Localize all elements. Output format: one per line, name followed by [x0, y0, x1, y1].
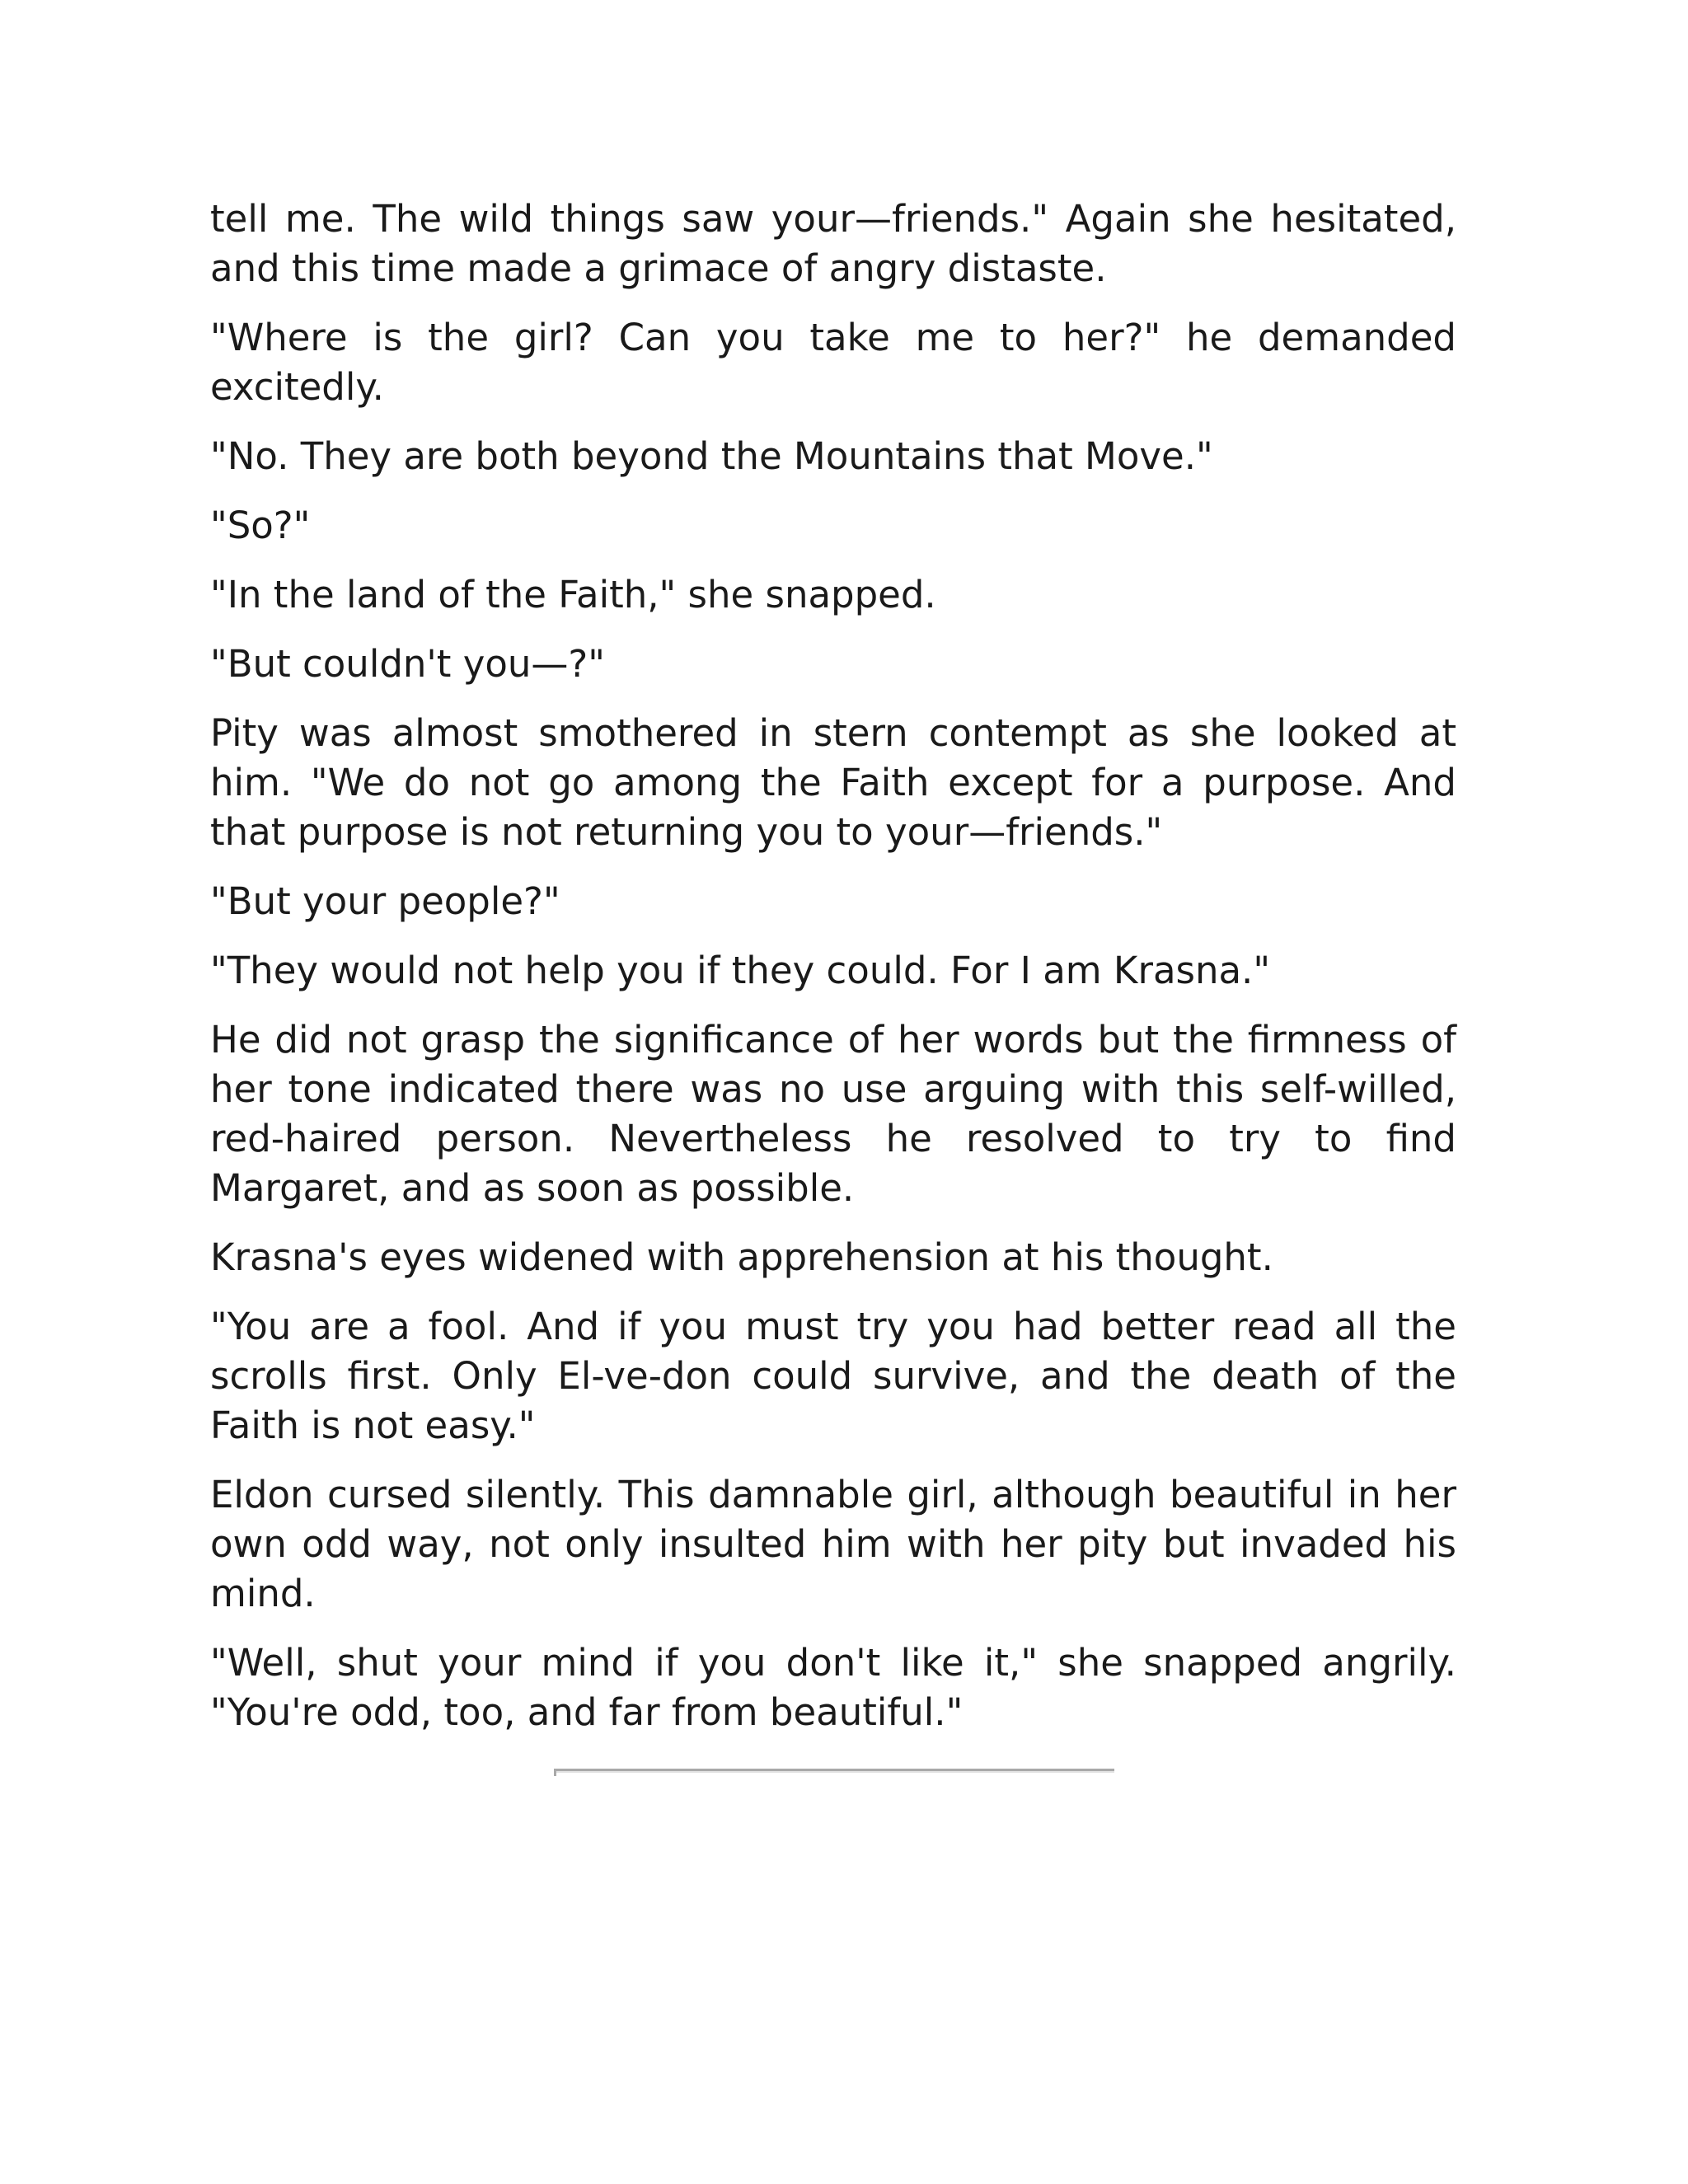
paragraph: tell me. The wild things saw your—friends." Again she hesitated, and this time made a grimace of angry distaste. — [210, 197, 1456, 290]
section-divider-cap — [554, 1769, 556, 1776]
paragraph: "You are a fool. And if you must try you had better read all the scrolls first. Only El-ve-don could survive, and the death of the Faith is not easy." — [210, 1305, 1456, 1447]
paragraph: Eldon cursed silently. This damnable girl, although beautiful in her own odd way, not only insulted him with her pity but invaded his mind. — [210, 1473, 1456, 1615]
paragraph: Krasna's eyes widened with apprehension at his thought. — [210, 1235, 1273, 1279]
paragraph: "No. They are both beyond the Mountains that Move." — [210, 434, 1213, 478]
paragraph: "Well, shut your mind if you don't like it," she snapped angrily. "You're odd, too, and far from beautiful." — [210, 1641, 1456, 1734]
paragraph: "But couldn't you—?" — [210, 642, 606, 686]
paragraph: "Where is the girl? Can you take me to her?" he demanded excitedly. — [210, 316, 1456, 409]
paragraph: "But your people?" — [210, 879, 560, 923]
section-divider — [554, 1769, 1114, 1773]
paragraph: "So?" — [210, 504, 311, 547]
paragraph: "They would not help you if they could. For I am Krasna." — [210, 949, 1271, 992]
paragraph: Pity was almost smothered in stern contempt as she looked at him. "We do not go among the Faith except for a purpose. And that purpose is not returning you to your—friends." — [210, 711, 1456, 854]
body-text — [210, 194, 1456, 1757]
paragraph: "In the land of the Faith," she snapped. — [210, 573, 936, 616]
paragraph: He did not grasp the significance of her words but the firmness of her tone indicated there was no use arguing with this self-willed, red-haired person. Nevertheless he resolved to try to find Margaret, and as soon as possible. — [210, 1018, 1456, 1210]
